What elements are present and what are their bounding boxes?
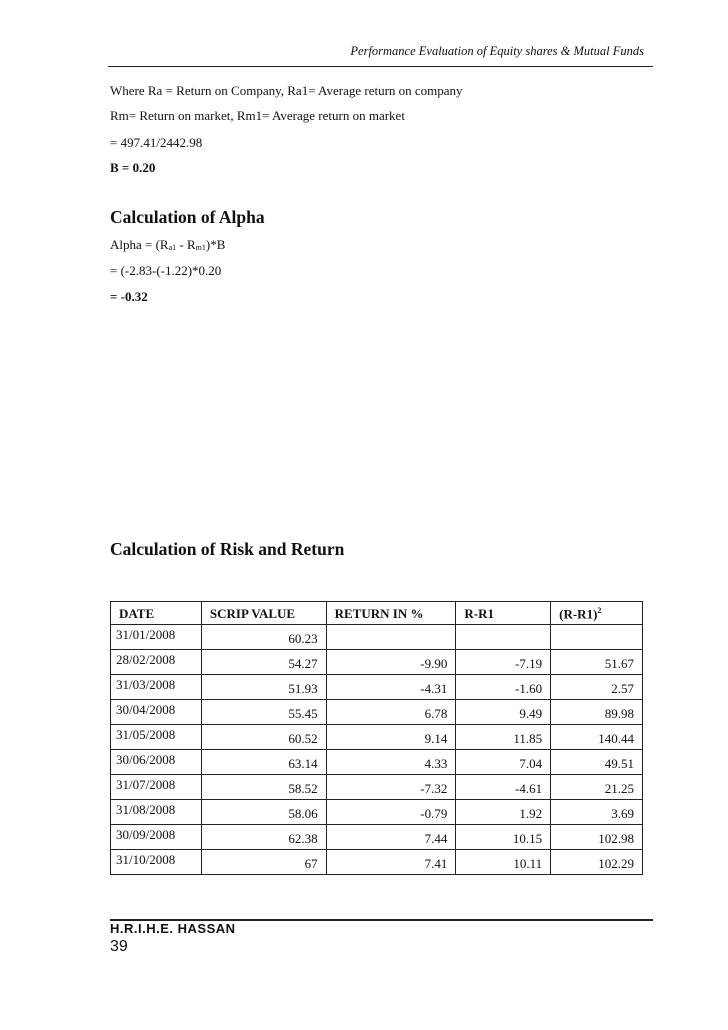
table-cell: 54.27: [201, 650, 326, 675]
table-cell: 51.67: [551, 650, 643, 675]
table-cell: 31/05/2008: [111, 725, 202, 750]
column-header-r-r1-squared: [551, 602, 643, 625]
beta-result: B = 0.20: [110, 160, 156, 175]
column-header-date: DATE: [111, 602, 202, 625]
table-cell: 30/04/2008: [111, 700, 202, 725]
alpha-heading: Calculation of Alpha: [110, 207, 265, 227]
table-cell: 6.78: [326, 700, 456, 725]
table-cell: 63.14: [201, 750, 326, 775]
running-header: Performance Evaluation of Equity shares & Mutual Funds: [350, 44, 644, 58]
table-cell: 9.14: [326, 725, 456, 750]
table-cell: 1.92: [456, 800, 551, 825]
table-row: [111, 775, 643, 800]
table-cell: 102.98: [551, 825, 643, 850]
table-body: [111, 625, 643, 875]
header-rule: [108, 66, 653, 67]
alpha-formula-suffix: )*B: [205, 237, 226, 252]
column-header-return: RETURN IN %: [326, 602, 456, 625]
alpha-formula: [110, 237, 225, 253]
table-cell: 58.52: [201, 775, 326, 800]
alpha-result: = -0.32: [110, 289, 148, 304]
table-cell: 55.45: [201, 700, 326, 725]
beta-rm-line: Rm= Return on market, Rm1= Average return on market: [110, 108, 405, 123]
table-row: [111, 725, 643, 750]
table-cell: 4.33: [326, 750, 456, 775]
table-cell: 102.29: [551, 850, 643, 875]
column-header-r-r1-squared-label: (R-R1): [559, 606, 598, 621]
table-cell: [456, 625, 551, 650]
table-row: [111, 650, 643, 675]
table-cell: 7.04: [456, 750, 551, 775]
table-cell: 9.49: [456, 700, 551, 725]
table-cell: 31/10/2008: [111, 850, 202, 875]
alpha-formula-prefix: Alpha = (R: [110, 237, 169, 252]
table-cell: 140.44: [551, 725, 643, 750]
table-cell: [326, 625, 456, 650]
table-cell: 30/09/2008: [111, 825, 202, 850]
table-cell: 28/02/2008: [111, 650, 202, 675]
table-row: [111, 750, 643, 775]
table-cell: 7.41: [326, 850, 456, 875]
table-cell: 21.25: [551, 775, 643, 800]
table-cell: -1.60: [456, 675, 551, 700]
table-cell: -0.79: [326, 800, 456, 825]
table-cell: 67: [201, 850, 326, 875]
risk-return-heading: Calculation of Risk and Return: [110, 539, 345, 559]
page-number: 39: [110, 938, 128, 955]
alpha-formula-sub-a1: a1: [168, 243, 177, 252]
footer-author: H.R.I.H.E. HASSAN: [110, 921, 236, 936]
table-row: [111, 700, 643, 725]
table-cell: 31/01/2008: [111, 625, 202, 650]
column-header-superscript: 2: [597, 605, 602, 615]
table-row: [111, 825, 643, 850]
table-cell: 31/08/2008: [111, 800, 202, 825]
table-cell: 7.44: [326, 825, 456, 850]
table-row: [111, 800, 643, 825]
table-cell: 89.98: [551, 700, 643, 725]
alpha-formula-sub-m1: m1: [195, 243, 206, 252]
table-cell: 31/03/2008: [111, 675, 202, 700]
table-cell: [551, 625, 643, 650]
table-cell: -7.19: [456, 650, 551, 675]
alpha-calc-line: = (-2.83-(-1.22)*0.20: [110, 263, 222, 278]
table-cell: 10.11: [456, 850, 551, 875]
table-row: [111, 625, 643, 650]
table-cell: 3.69: [551, 800, 643, 825]
beta-calc-line: = 497.41/2442.98: [110, 135, 203, 150]
table-cell: 31/07/2008: [111, 775, 202, 800]
table-cell: 51.93: [201, 675, 326, 700]
risk-return-table: [110, 601, 643, 875]
table-cell: 10.15: [456, 825, 551, 850]
table-cell: -7.32: [326, 775, 456, 800]
table-cell: 30/06/2008: [111, 750, 202, 775]
table-row: [111, 850, 643, 875]
beta-where-line: Where Ra = Return on Company, Ra1= Average return on company: [110, 83, 463, 98]
column-header-scrip-value: SCRIP VALUE: [201, 602, 326, 625]
table-cell: -4.31: [326, 675, 456, 700]
alpha-formula-mid: - R: [176, 237, 196, 252]
table-cell: 11.85: [456, 725, 551, 750]
table-cell: 49.51: [551, 750, 643, 775]
table-header-row: [111, 602, 643, 625]
table-cell: 62.38: [201, 825, 326, 850]
table-row: [111, 675, 643, 700]
table-cell: -4.61: [456, 775, 551, 800]
table-cell: -9.90: [326, 650, 456, 675]
table-cell: 2.57: [551, 675, 643, 700]
table-cell: 60.52: [201, 725, 326, 750]
table-cell: 60.23: [201, 625, 326, 650]
column-header-r-r1: R-R1: [456, 602, 551, 625]
table-cell: 58.06: [201, 800, 326, 825]
